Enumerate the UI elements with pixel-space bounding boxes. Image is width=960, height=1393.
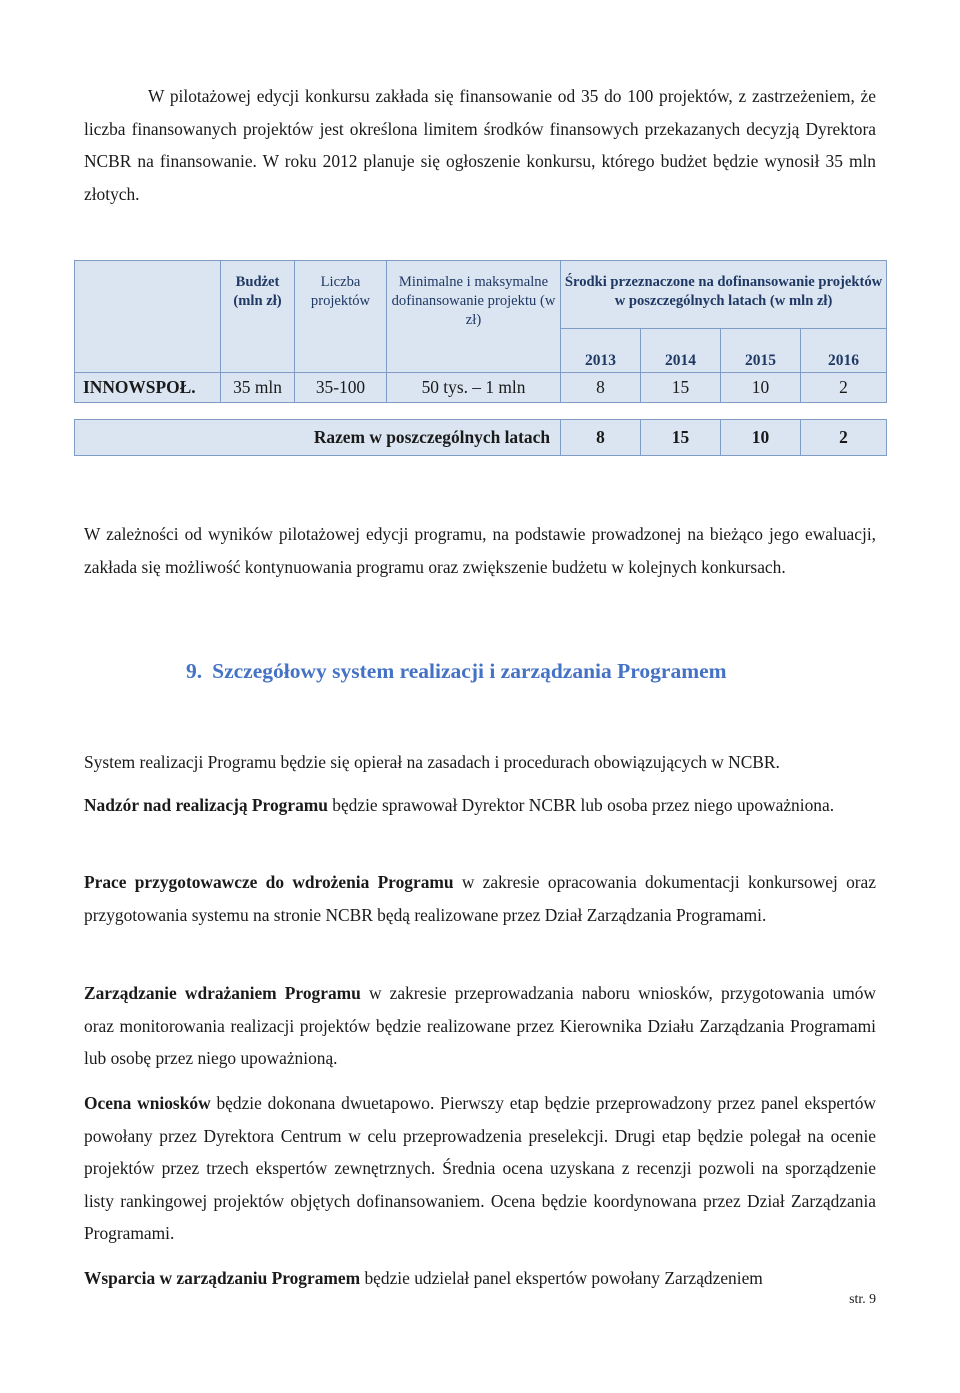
- row-value-2016: 2: [801, 373, 887, 403]
- total-row: [75, 420, 887, 456]
- header-funds-label: Środki przeznaczone na dofinansowanie projektów w poszczególnych latach (w mln zł): [564, 274, 883, 309]
- nadzor-bold: Nadzór nad realizacją Programu: [84, 795, 328, 815]
- total-value-2014: 15: [641, 420, 721, 456]
- row-label: INNOWSPOŁ.: [75, 373, 221, 403]
- row-value-2015: 10: [721, 373, 801, 403]
- section-number: 9.: [186, 659, 203, 683]
- ocena-text: będzie dokonana dwuetapowo. Pierwszy etap będzie przeprowadzony przez panel ekspertów powołany przez Dyrektora Centrum w celu przeprowadzenia preselekcji. Drugi etap będzie polegał na ocenie projektów przez trzech ekspertów zewnętrznych. Średnia ocena uzyskana z recenzji pozwoli na sporządzenie listy rankingowej projektów objętych dofinansowaniem. Ocena będzie koordynowana przez Dział Zarządzania Programami.: [84, 1093, 876, 1243]
- total-label: Razem w poszczególnych latach: [75, 420, 561, 456]
- header-budget: [221, 261, 295, 373]
- row-minmax: 50 tys. – 1 mln: [387, 373, 561, 403]
- table-spacer: [75, 403, 887, 420]
- wsparcia-bold: Wsparcia w zarządzaniu Programem: [84, 1268, 361, 1288]
- intro-paragraph: [84, 80, 876, 210]
- table-corner-cell: [75, 261, 221, 373]
- row-budget: 35 mln: [221, 373, 295, 403]
- prace-paragraph: [84, 866, 876, 931]
- zarzadzanie-bold: Zarządzanie wdrażaniem Programu: [84, 983, 361, 1003]
- budget-table: [74, 260, 887, 456]
- intro-text: W pilotażowej edycji konkursu zakłada się finansowanie od 35 do 100 projektów, z zastrzeżeniem, że liczba finansowanych projektów jest określona limitem środków finansowych przekazanych decyzją Dyrektora NCBR na finansowanie. W roku 2012 planuje się ogłoszenie konkursu, którego budżet będzie wynosił 35 mln złotych.: [84, 86, 876, 204]
- header-minmax-label: Minimalne i maksymalne dofinansowanie projektu (w zł): [391, 274, 556, 328]
- zarzadzanie-text: w zakresie przeprowadzania naboru wniosków, przygotowania umów oraz monitorowania realizacji projektów będzie realizowane przez Kierownika Działu Zarządzania Programami lub osobę przez niego upoważnioną.: [84, 983, 876, 1068]
- header-funds: [561, 261, 887, 329]
- spacer-cell: [75, 403, 887, 420]
- total-value-2016: 2: [801, 420, 887, 456]
- section-title: Szczegółowy system realizacji i zarządzania Programem: [212, 659, 727, 683]
- ocena-bold: Ocena wniosków: [84, 1093, 211, 1113]
- total-value-2013: 8: [561, 420, 641, 456]
- header-year-2014: 2014: [641, 329, 721, 373]
- nadzor-paragraph: [84, 789, 876, 822]
- prace-text: w zakresie opracowania dokumentacji konkursowej oraz przygotowania systemu na stronie NCBR będą realizowane przez Dział Zarządzania Programami.: [84, 872, 876, 925]
- header-year-2015: 2015: [721, 329, 801, 373]
- nadzor-text: będzie sprawował Dyrektor NCBR lub osoba przez niego upoważniona.: [327, 795, 835, 815]
- ocena-paragraph: [84, 1087, 876, 1250]
- header-budget-label: Budżet (mln zł): [233, 274, 282, 309]
- page-number: str. 9: [849, 1291, 876, 1306]
- header-year-2013: 2013: [561, 329, 641, 373]
- wsparcia-text: będzie udzielał panel ekspertów powołany Zarządzeniem: [360, 1268, 763, 1288]
- total-value-2015: 10: [721, 420, 801, 456]
- section-heading: [186, 655, 727, 687]
- header-count-label: Liczba projektów: [310, 274, 371, 309]
- system-paragraph: System realizacji Programu będzie się opierał na zasadach i procedurach obowiązujących w NCBR.: [84, 752, 780, 772]
- row-value-2013: 8: [561, 373, 641, 403]
- row-count: 35-100: [295, 373, 387, 403]
- evaluation-paragraph: W zależności od wyników pilotażowej edycji programu, na podstawie prowadzonej na bieżąco jego ewaluacji, zakłada się możliwość kontynuowania programu oraz zwiększenie budżetu w kolejnych konkursach.: [84, 524, 876, 577]
- header-year-2016: 2016: [801, 329, 887, 373]
- zarzadzanie-paragraph: [84, 977, 876, 1075]
- header-minmax: [387, 261, 561, 373]
- table-row: [75, 373, 887, 403]
- header-count: [295, 261, 387, 373]
- wsparcia-paragraph: [84, 1262, 876, 1295]
- prace-bold: Prace przygotowawcze do wdrożenia Programu: [84, 872, 454, 892]
- row-value-2014: 15: [641, 373, 721, 403]
